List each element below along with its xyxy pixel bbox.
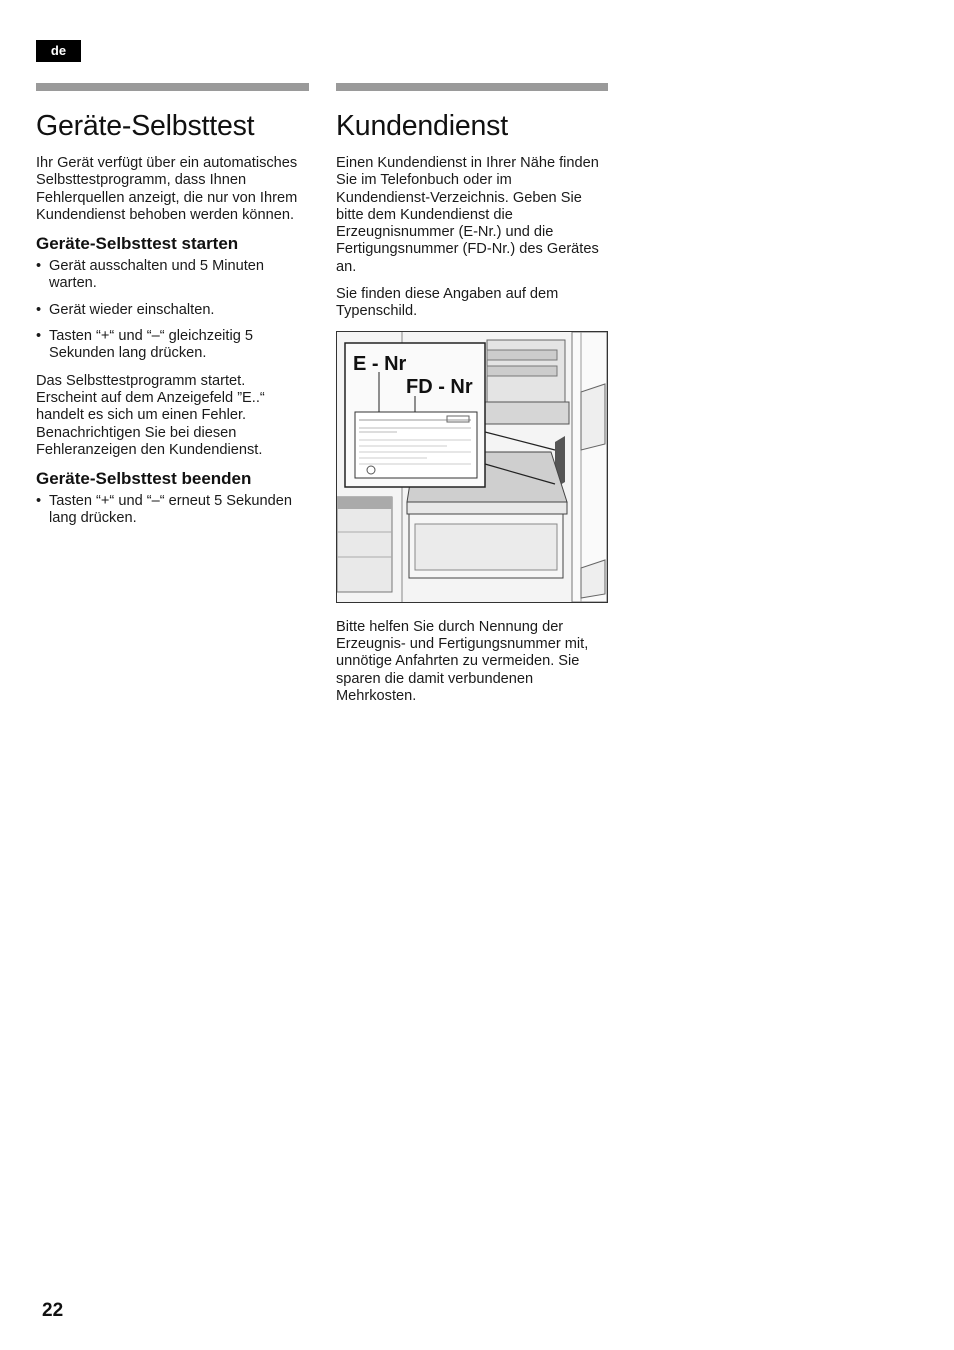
section-rule [36, 83, 309, 91]
customer-service-title: Kundendienst [336, 110, 508, 142]
start-heading: Geräte-Selbsttest starten [36, 234, 239, 254]
customer-service-p2: Sie finden diese Angaben auf dem Typenschild. [336, 286, 559, 320]
start-result-text: Das Selbsttestprogramm startet. Erscheint auf dem Anzeigefeld ”E..“ handelt es sich um einen Fehler. Benachrichtigen Sie bei diesen Fehleranzeigen den Kundendienst. [36, 372, 265, 458]
customer-service-section [336, 83, 608, 715]
rating-plate-illustration [336, 331, 608, 603]
bullet-icon: • [36, 258, 42, 275]
self-test-section [36, 83, 309, 538]
list-item-text: Gerät ausschalten und 5 Minuten warten. [49, 258, 264, 292]
list-item-text: Tasten “+“ und “–“ gleichzeitig 5 Sekunden lang drücken. [49, 328, 254, 362]
start-steps-list [36, 258, 309, 362]
customer-service-p3: Bitte helfen Sie durch Nennung der Erzeugnis- und Fertigungsnummer mit, unnötige Anfahrten zu vermeiden. Sie sparen die damit verbundenen Mehrkosten. [336, 618, 589, 704]
list-item [36, 258, 309, 293]
fd-nr-label: FD - Nr [406, 375, 473, 398]
list-item [36, 328, 309, 363]
bullet-icon: • [36, 301, 42, 318]
self-test-title: Geräte-Selbsttest [36, 110, 255, 142]
bullet-icon: • [36, 328, 42, 345]
customer-service-p1: Einen Kundendienst in Ihrer Nähe finden Sie im Telefonbuch oder im Kundendienst-Verzeichnis. Geben Sie bitte dem Kundendienst die Erzeugnisnummer (E-Nr.) und die Fertigungsnummer (FD-Nr.) des Gerätes an. [336, 155, 599, 275]
fridge-interior-drawing [337, 332, 607, 602]
list-item-text: Gerät wieder einschalten. [49, 301, 215, 318]
end-steps-list [36, 493, 309, 528]
page-number: 22 [42, 1300, 64, 1321]
list-item-text: Tasten “+“ und “–“ erneut 5 Sekunden lang drücken. [49, 493, 292, 527]
e-nr-label: E - Nr [353, 352, 407, 375]
list-item [36, 493, 309, 528]
self-test-intro: Ihr Gerät verfügt über ein automatisches Selbsttestprogramm, dass Ihnen Fehlerquellen anzeigt, die nur von Ihrem Kundendienst behoben werden können. [36, 155, 298, 223]
language-tag: de [36, 40, 81, 62]
bullet-icon: • [36, 493, 42, 510]
end-heading: Geräte-Selbsttest beenden [36, 469, 252, 489]
list-item [36, 302, 309, 319]
section-rule [336, 83, 608, 91]
